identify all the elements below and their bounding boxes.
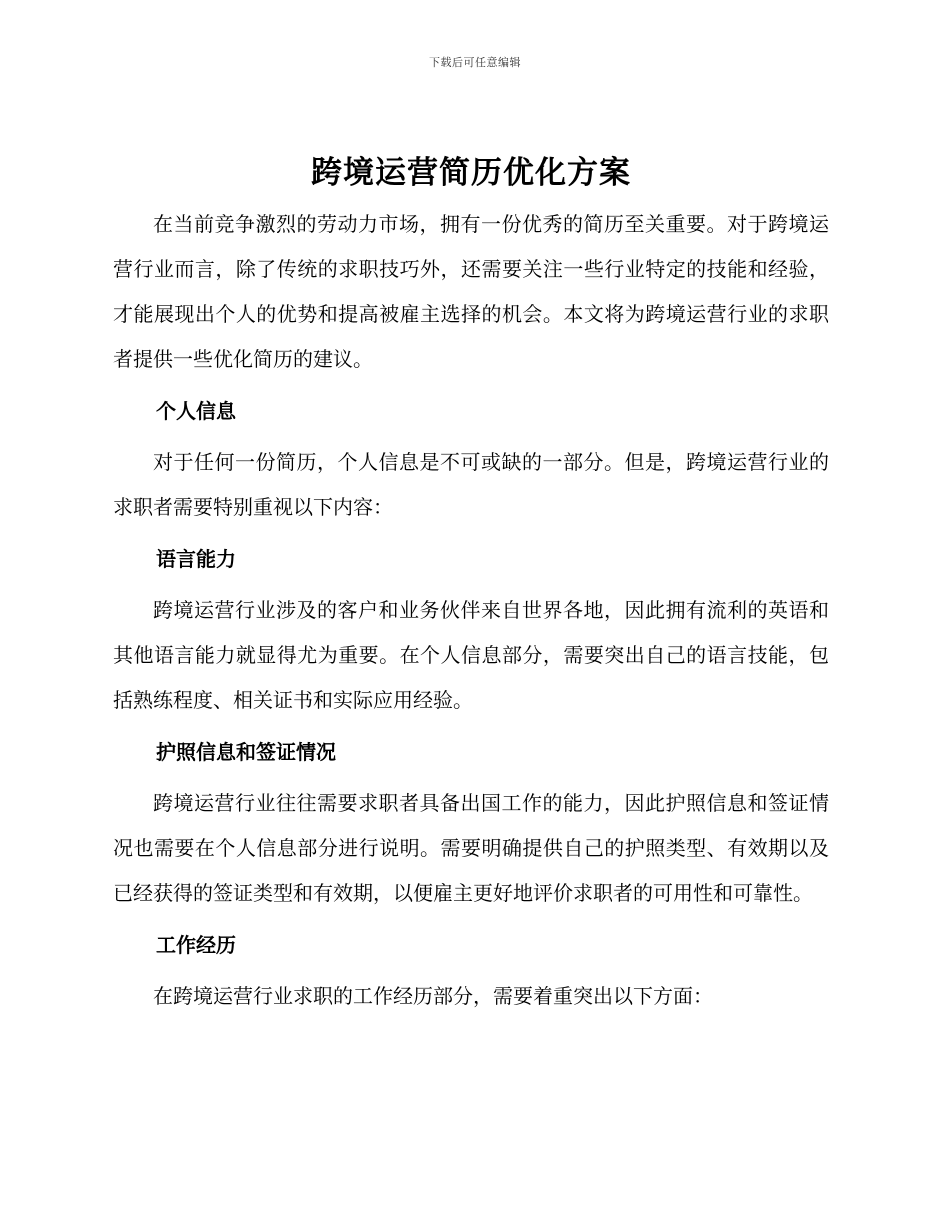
section-body-language: 跨境运营行业涉及的客户和业务伙伴来自世界各地，因此拥有流利的英语和其他语言能力就显得尤为重要。在个人信息部分，需要突出自己的语言技能，包括熟练程度、相关证书和实际应用经验。 bbox=[113, 598, 829, 712]
section-heading-work-experience: 工作经历 bbox=[156, 933, 236, 957]
section-body-personal-info: 对于任何一份简历，个人信息是不可或缺的一部分。但是，跨境运营行业的求职者需要特别重视以下内容： bbox=[113, 450, 829, 519]
section-heading-personal-info: 个人信息 bbox=[156, 399, 236, 423]
section-heading-language: 语言能力 bbox=[156, 547, 236, 571]
section-body-passport-visa: 跨境运营行业往往需要求职者具备出国工作的能力，因此护照信息和签证情况也需要在个人信息部分进行说明。需要明确提供自己的护照类型、有效期以及已经获得的签证类型和有效期，以便雇主更好地评价求职者的可用性和可靠性。 bbox=[113, 791, 829, 905]
document-title: 跨境运营简历优化方案 bbox=[311, 155, 631, 191]
document-body bbox=[113, 150, 829, 1019]
header-note: 下载后可任意编辑 bbox=[429, 56, 521, 69]
intro-paragraph: 在当前竞争激烈的劳动力市场，拥有一份优秀的简历至关重要。对于跨境运营行业而言，除了传统的求职技巧外，还需要关注一些行业特定的技能和经验，才能展现出个人的优势和提高被雇主选择的机会。本文将为跨境运营行业的求职者提供一些优化简历的建议。 bbox=[113, 212, 829, 371]
section-body-work-experience: 在跨境运营行业求职的工作经历部分，需要着重突出以下方面： bbox=[153, 984, 713, 1008]
section-heading-passport-visa: 护照信息和签证情况 bbox=[156, 740, 336, 764]
